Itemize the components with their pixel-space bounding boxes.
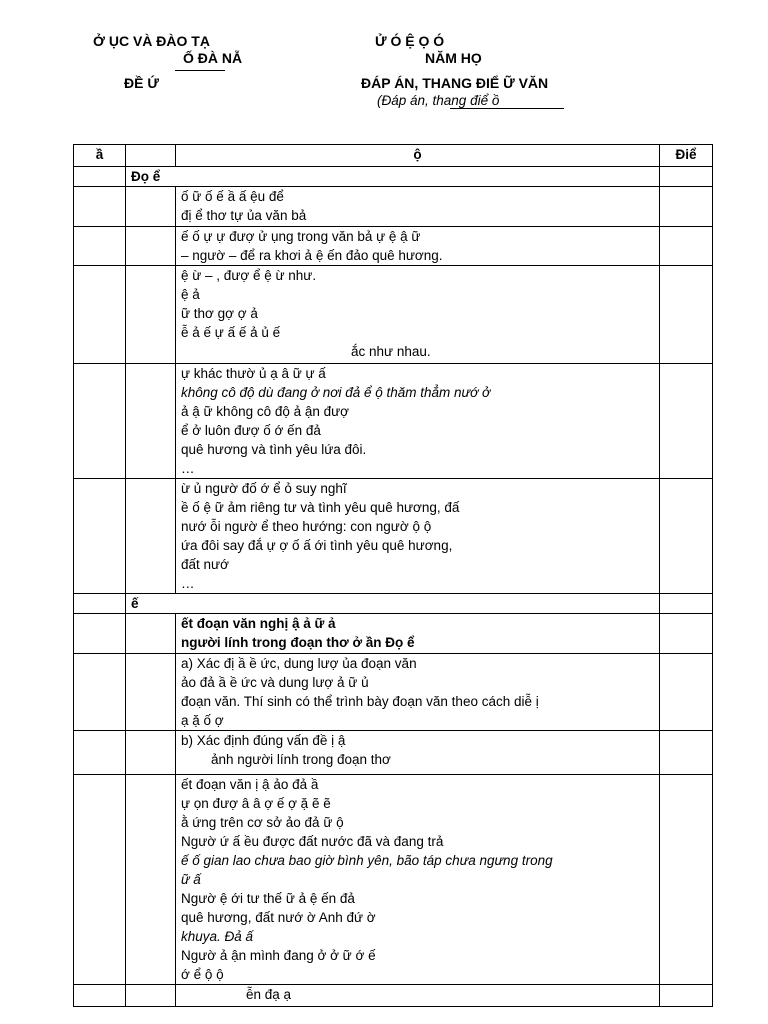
section2-title: ế [126,594,660,614]
answer-table [73,144,713,1007]
answer-cell: ố ữ ố ế ầ ấ ệu để đị ể thơ tự ủa văn bả [176,187,660,227]
answer-cell: ệ ừ – , đượ ể ệ ừ như. ệ ả ữ thơ gợ ợ ả ễ ả ế ự ấ ế ả ủ ế ắc như nhau. [176,266,660,364]
section2-row [74,594,713,614]
col-score-header: Điể [660,145,713,167]
table-row [74,266,713,364]
col-content-header: ộ [176,145,660,167]
table-row [74,479,713,594]
answer-cell: ế ố ự ự đượ ử ụng trong văn bả ự ệ ậ ữ – ngườ – để ra khơi ả ệ ến đảo quê hương. [176,227,660,266]
table-row [74,654,713,731]
col-part-header: ầ [74,145,126,167]
answer-cell: ự khác thườ ủ ạ â ữ ự ấ không cô độ dù đang ở nơi đả ể ộ thăm thẳm nướ ở ả ậ ữ không cô độ ả ận đượ ể ở luôn đượ ố ớ ến đả quê hương và tình yêu lứa đôi. … [176,364,660,479]
dept-line2: Ố ĐÀ NẴ [183,50,243,66]
table-row [74,227,713,266]
subtitle-underline [450,108,564,109]
table-row [74,614,713,654]
answer-cell: b) Xác định đúng vấn đề ị ậ ảnh người lính trong đoạn thơ [176,731,660,775]
answer-cell: ừ ủ ngườ đố ớ ể ỏ suy nghĩ ề ố ệ ữ ảm riêng tư và tình yêu quê hương, đấ nướ ỗi ngườ ể theo hướng: con ngườ ộ ộ ứa đôi say đắ ự ợ ố ấ ới tình yêu quê hương, đất nướ … [176,479,660,594]
exam-title-line1: Ử Ó Ệ Ọ Ó [375,33,445,49]
section1-row [74,167,713,187]
doc-label: ĐỀ Ứ [124,75,159,91]
table-row [74,187,713,227]
table-row [74,775,713,985]
question2-title-cell: ết đoạn văn nghị ậ ả ữ ả người lính trong đoạn thơ ở ần Đọ ể [176,614,660,654]
dept-line1: Ở ỤC VÀ ĐÀO TẠ [93,33,210,49]
answer-cell: ết đoạn văn ị ậ ảo đả ầ ự ọn đượ â â ợ ế ợ ặ ẽ ẽ ằ ứng trên cơ sở ảo đả ữ ộ Ngườ ứ ấ ều được đất nước đã và đang trả ế ố gian lao chưa bao giờ bình yên, bão táp chưa ngưng trong ữ ấ Ngườ ệ ới tư thế ữ ả ệ ến đả quê hương, đất nướ ờ Anh đứ ờ khuya. Đả ấ Ngườ ả ận mình đang ở ở ữ ớ ế ớ ể ộ ộ [176,775,660,985]
table-row [74,731,713,775]
section1-title: Đọ ể [126,167,660,187]
table-header-row [74,145,713,167]
table-row [74,985,713,1007]
answer-cell: a) Xác đị ầ ề ức, dung lượ ủa đoạn văn ảo đả ầ ề ức và dung lượ ả ữ ủ đoạn văn. Thí sinh có thể trình bày đoạn văn theo cách diễ ị ạ ặ ố ợ [176,654,660,731]
dept-underline [175,70,225,71]
answer-subtitle: (Đáp án, thang điể ồ [377,93,500,108]
exam-title-line2: NĂM HỌ [425,50,482,66]
table-row [74,364,713,479]
answer-cell: ễn đạ ạ [176,985,660,1007]
answer-title: ĐÁP ÁN, THANG ĐIỂ Ữ VĂN [361,75,549,91]
